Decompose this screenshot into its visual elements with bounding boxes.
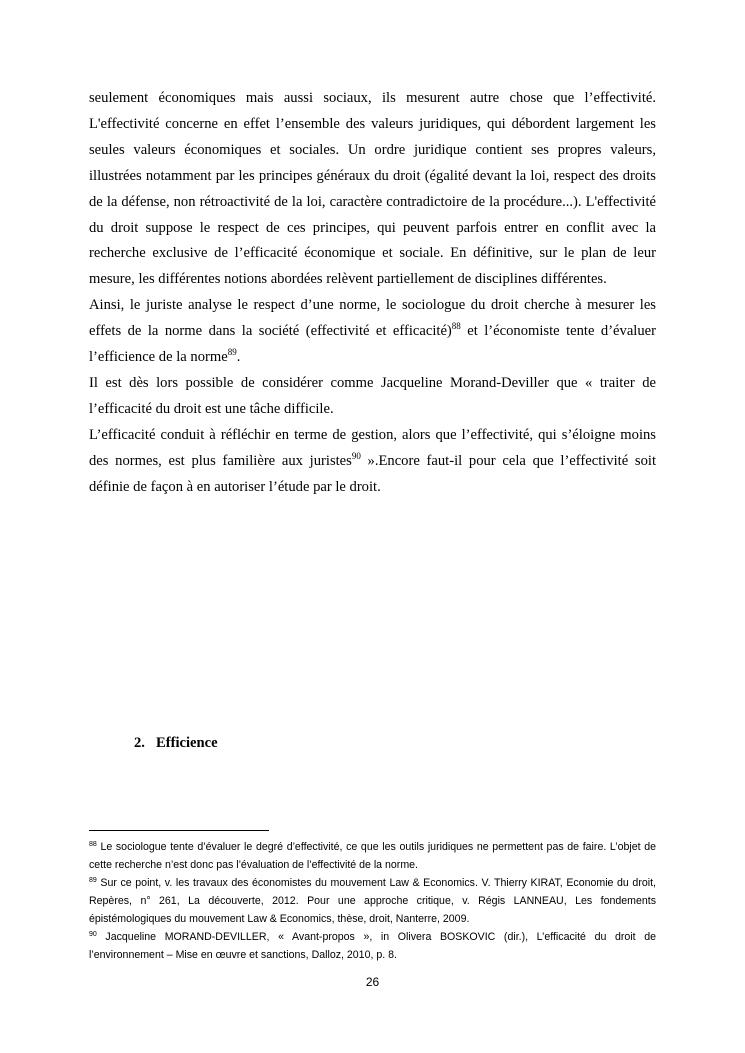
paragraph-text: . bbox=[236, 349, 241, 366]
paragraph-text: ».Encore faut-il pour cela que l’effectivité soit définie de façon à en autoriser l’étude par le droit. bbox=[89, 452, 656, 495]
section-heading bbox=[134, 735, 218, 752]
body-text bbox=[89, 86, 656, 501]
footnotes bbox=[89, 838, 656, 964]
paragraph bbox=[89, 293, 656, 371]
footnote-text: Sur ce point, v. les travaux des économistes du mouvement Law & Economics. V. Thierry KIRAT, Economie du droit, Repères, n° 261, La découverte, 2012. Pour une approche critique, v. Régis LANNEAU, Les fondements épistémologiques du mouvement Law & Economics, thèse, droit, Nanterre, 2009. bbox=[89, 877, 656, 925]
paragraph-text: et l’économiste tente d’évaluer l’efficience de la norme bbox=[89, 323, 656, 366]
footnote-text: Jacqueline MORAND-DEVILLER, « Avant-propos », in Olivera BOSKOVIC (dir.), L’efficacité du droit de l’environnement – Mise en œuvre et sanctions, Dalloz, 2010, p. 8. bbox=[89, 931, 656, 961]
paragraph bbox=[89, 371, 656, 423]
footnote-separator bbox=[89, 830, 269, 831]
footnote bbox=[89, 838, 656, 874]
section-title: Efficience bbox=[156, 735, 218, 751]
page-number: 26 bbox=[365, 975, 380, 989]
paragraph-text: Ainsi, le juriste analyse le respect d’une norme, le sociologue du droit cherche à mesurer les effets de la norme dans la société (effectivité et efficacité) bbox=[89, 297, 656, 340]
paragraph bbox=[89, 86, 656, 293]
footnote-text: Le sociologue tente d’évaluer le degré d’effectivité, ce que les outils juridiques ne permettent pas de faire. L’objet de cette recherche n’est donc pas l’évaluation de l’effectivité de la norme. bbox=[89, 841, 656, 871]
paragraph-text: Il est dès lors possible de considérer comme Jacqueline Morand-Deviller que « traiter de l’efficacité du droit est une tâche difficile. bbox=[89, 374, 656, 417]
footnote-reference: 90 bbox=[351, 450, 361, 461]
section-number: 2. bbox=[134, 735, 145, 751]
footnote-number: 88 bbox=[89, 841, 97, 848]
footnote bbox=[89, 928, 656, 964]
paragraph-text: L’efficacité conduit à réfléchir en terme de gestion, alors que l’effectivité, qui s’éloigne moins des normes, est plus familière aux juristes bbox=[89, 426, 656, 469]
footnote-number: 90 bbox=[89, 931, 97, 938]
paragraph-text: seulement économiques mais aussi sociaux, ils mesurent autre chose que l’effectivité. L'effectivité concerne en effet l’ensemble des valeurs juridiques, qui débordent largement les seules valeurs économiques et sociales. Un ordre juridique contient ses propres valeurs, illustrées notamment par les principes généraux du droit (égalité devant la loi, respect des droits de la défense, non rétroactivité de la loi, caractère contradictoire de la procédure...). L'effectivité du droit suppose le respect de ces principes, qui peuvent parfois entrer en conflit avec la recherche exclusive de l’efficacité économique et sociale. En définitive, sur le plan de leur mesure, les différentes notions abordées relèvent partiellement de disciplines différentes. bbox=[89, 90, 656, 288]
footnote-reference: 88 bbox=[451, 321, 461, 332]
footnote-reference: 89 bbox=[227, 347, 237, 358]
paragraph bbox=[89, 423, 656, 501]
footnote bbox=[89, 874, 656, 928]
footnote-number: 89 bbox=[89, 877, 97, 884]
